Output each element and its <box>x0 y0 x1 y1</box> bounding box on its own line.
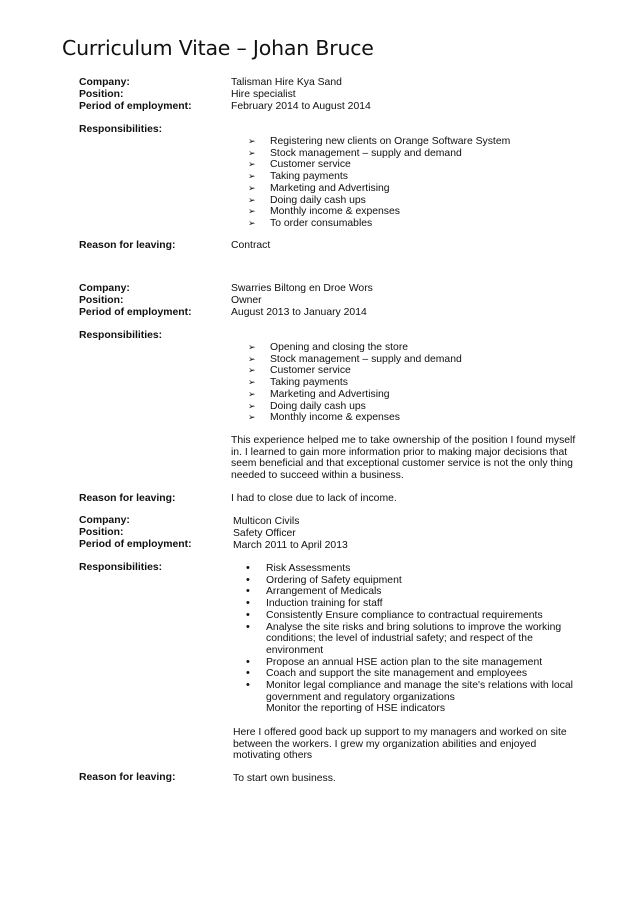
summary-line: This experience helped me to take ownership of the position I found myself <box>231 435 576 446</box>
list-item: ➢ Stock management – supply and demand <box>248 148 510 160</box>
reason-value: I had to close due to lack of income. <box>231 493 397 504</box>
list-item-text: government and regulatory organizations <box>266 691 455 703</box>
reason-label: Reason for leaving: <box>79 493 176 504</box>
responsibilities-label: Responsibilities: <box>79 562 163 573</box>
position-value: Safety Officer <box>233 528 296 539</box>
list-item: ➢ Doing daily cash ups <box>248 401 462 413</box>
list-item: ➢ Monthly income & expenses <box>248 206 510 218</box>
position-label: Position: <box>79 89 124 100</box>
list-item <box>244 610 573 622</box>
reason-value: Contract <box>231 240 271 251</box>
summary-line: seem beneficial and that exceptional customer service is not the only thing <box>231 458 573 470</box>
list-item-text: • Monitor legal compliance and manage the site's relations with local <box>266 680 573 692</box>
list-item: ➢ Doing daily cash ups <box>248 195 510 207</box>
list-item <box>244 598 573 610</box>
list-item <box>244 680 573 715</box>
company-label: Company: <box>79 77 130 88</box>
list-item-text: Arrangement of Medicals <box>266 586 382 598</box>
list-item-text: conditions; the level of industrial safety; and respect of the <box>266 633 533 645</box>
position-label: Position: <box>79 295 124 306</box>
page-title: Curriculum Vitae – Johan Bruce <box>62 36 374 60</box>
list-item: ➢ Registering new clients on Orange Software System <box>248 136 510 148</box>
period-label: Period of employment: <box>79 539 192 550</box>
list-item-text: Risk Assessments <box>266 563 351 574</box>
reason-label: Reason for leaving: <box>79 240 176 251</box>
list-item: ➢ Monthly income & expenses <box>248 412 462 424</box>
period-value: February 2014 to August 2014 <box>231 101 371 112</box>
list-item-text: Propose an annual HSE action plan to the site management <box>266 656 543 668</box>
list-item-text: environment <box>266 644 324 656</box>
responsibilities-label: Responsibilities: <box>79 124 163 135</box>
position-value: Owner <box>231 295 262 306</box>
reason-label: Reason for leaving: <box>79 772 176 783</box>
company-label: Company: <box>79 515 130 526</box>
period-value: August 2013 to January 2014 <box>231 307 367 318</box>
list-item-text: Induction training for staff <box>266 598 383 610</box>
list-item: ➢ Customer service <box>248 159 510 171</box>
period-value: March 2011 to April 2013 <box>233 540 348 551</box>
reason-value: To start own business. <box>233 773 336 784</box>
list-item: ➢ Customer service <box>248 365 462 377</box>
list-item <box>244 563 573 575</box>
list-item: ➢ Taking payments <box>248 377 462 389</box>
list-item <box>244 622 573 657</box>
list-item: ➢ Stock management – supply and demand <box>248 354 462 366</box>
list-item <box>244 586 573 598</box>
summary-line: needed to succeed within a business. <box>231 470 404 482</box>
list-item: ➢ Marketing and Advertising <box>248 183 510 195</box>
list-item <box>244 668 573 680</box>
period-label: Period of employment: <box>79 101 192 112</box>
summary-line: motivating others <box>233 750 313 762</box>
list-item-text: Coach and support the site management and employees <box>266 668 528 680</box>
list-item <box>244 657 573 669</box>
list-item-text: • Analyse the site risks and bring solutions to improve the working <box>266 621 562 633</box>
responsibilities-list <box>248 342 462 424</box>
list-item: ➢ To order consumables <box>248 218 510 230</box>
responsibilities-list <box>244 563 573 715</box>
position-label: Position: <box>79 527 124 538</box>
experience-summary <box>231 435 575 482</box>
position-value: Hire specialist <box>231 89 296 100</box>
list-item: ➢ Opening and closing the store <box>248 342 462 354</box>
responsibilities-label: Responsibilities: <box>79 330 163 341</box>
responsibilities-list <box>248 136 510 230</box>
summary-line: in. I learned to gain more information prior to making major decisions that <box>231 446 568 458</box>
company-value: Swarries Biltong en Droe Wors <box>231 283 373 294</box>
period-label: Period of employment: <box>79 307 192 318</box>
list-item-text: Consistently Ensure compliance to contractual requirements <box>266 609 543 621</box>
list-item-text: Monitor the reporting of HSE indicators <box>266 703 446 715</box>
company-value: Multicon Civils <box>233 516 300 527</box>
list-item-text: Ordering of Safety equipment <box>266 574 402 586</box>
company-label: Company: <box>79 283 130 294</box>
list-item: ➢ Taking payments <box>248 171 510 183</box>
list-item: ➢ Marketing and Advertising <box>248 389 462 401</box>
experience-summary <box>233 727 567 762</box>
summary-line: between the workers. I grew my organization abilities and enjoyed <box>233 738 537 750</box>
summary-line: Here I offered good back up support to my managers and worked on site <box>233 727 567 738</box>
list-item <box>244 575 573 587</box>
company-value: Talisman Hire Kya Sand <box>231 77 342 88</box>
